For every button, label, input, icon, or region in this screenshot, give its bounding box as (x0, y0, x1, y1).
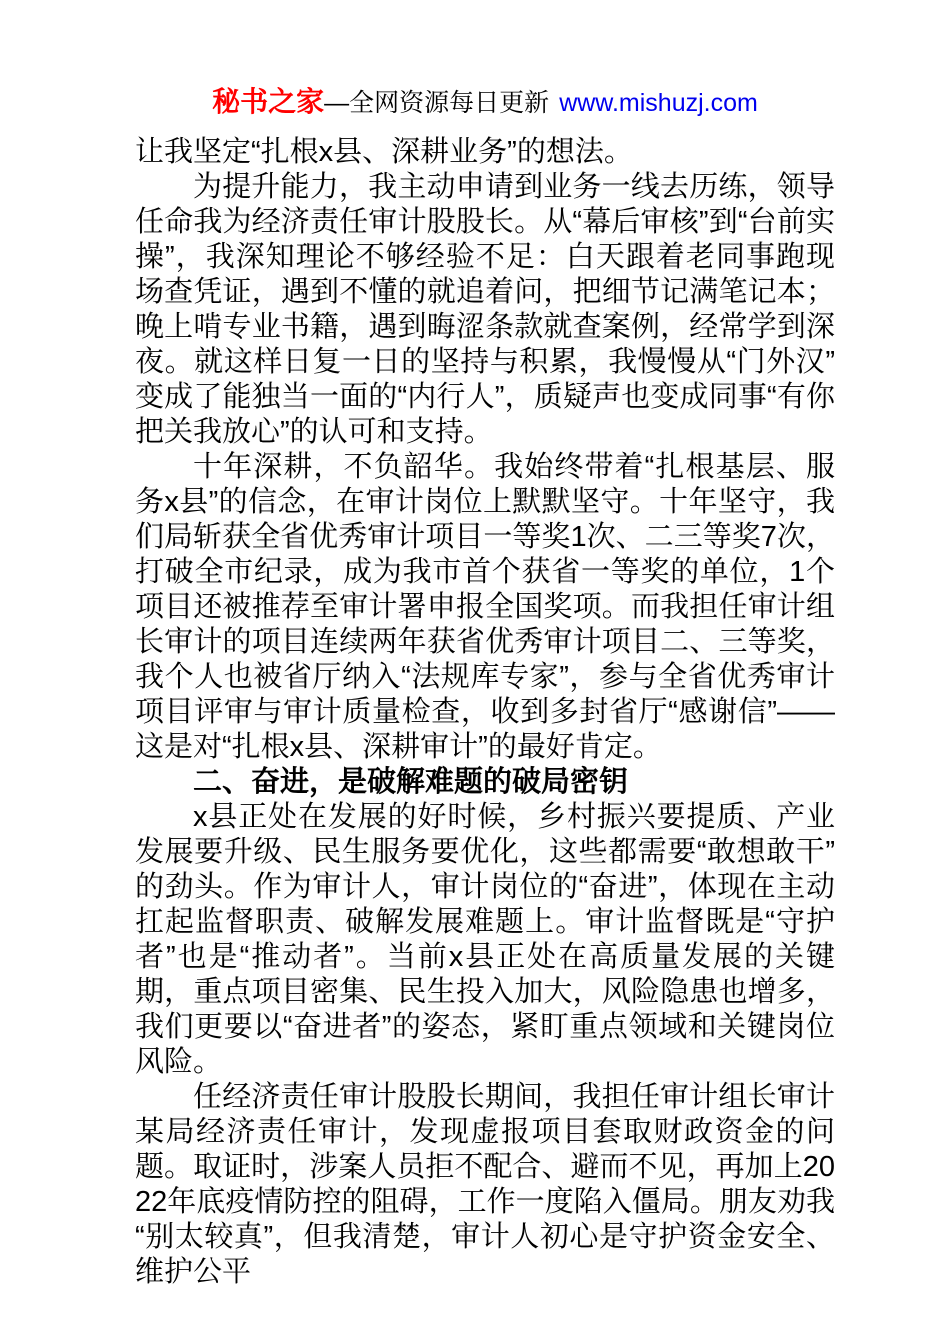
site-tagline: —全网资源每日更新 (324, 89, 550, 117)
body-paragraph: 为提升能力，我主动申请到业务一线去历练，领导任命我为经济责任审计股股长。从“幕后审核”到“台前实操”，我深知理论不够经验不足：白天跟着老同事跑现场查凭证，遇到不懂的就追着问，把细节记满笔记本；晚上啃专业书籍，遇到晦涩条款就查案例，经常学到深夜。就这样日复一日的坚持与积累，我慢慢从“门外汉”变成了能独当一面的“内行人”，质疑声也变成同事“有你把关我放心”的认可和支持。 (135, 171, 835, 448)
document-body (135, 135, 835, 1290)
site-header (135, 86, 835, 119)
section-heading: 二、奋进，是破解难题的破局密钥 (193, 766, 629, 798)
body-paragraph: x县正处在发展的好时候，乡村振兴要提质、产业发展要升级、民生服务要优化，这些都需要“敢想敢干”的劲头。作为审计人，审计岗位的“奋进”，体现在主动扛起监督职责、破解发展难题上。审计监督既是“守护者”也是“推动者”。当前x县正处在高质量发展的关键期，重点项目密集、民生投入加大，风险隐患也增多，我们更要以“奋进者”的姿态，紧盯重点领域和关键岗位风险。 (135, 801, 835, 1078)
site-brand: 秘书之家 (212, 86, 325, 117)
body-paragraph: 十年深耕，不负韶华。我始终带着“扎根基层、服务x县”的信念，在审计岗位上默默坚守。十年坚守，我们局斩获全省优秀审计项目一等奖1次、二三等奖7次，打破全市纪录，成为我市首个获省一等奖的单位，1个项目还被推荐至审计署申报全国奖项。而我担任审计组长审计的项目连续两年获省优秀审计项目二、三等奖，我个人也被省厅纳入“法规库专家”，参与全省优秀审计项目评审与审计质量检查，收到多封省厅“感谢信”——这是对“扎根x县、深耕审计”的最好肯定。 (135, 451, 835, 763)
body-paragraph: 任经济责任审计股股长期间，我担任审计组长审计某局经济责任审计，发现虚报项目套取财政资金的问题。取证时，涉案人员拒不配合、避而不见，再加上2022年底疫情防控的阻碍，工作一度陷入僵局。朋友劝我“别太较真”，但我清楚，审计人初心是守护资金安全、维护公平 (135, 1081, 835, 1288)
site-url-link[interactable]: www.mishuzj.com (559, 89, 758, 117)
body-paragraph: 让我坚定“扎根x县、深耕业务”的想法。 (135, 136, 633, 168)
